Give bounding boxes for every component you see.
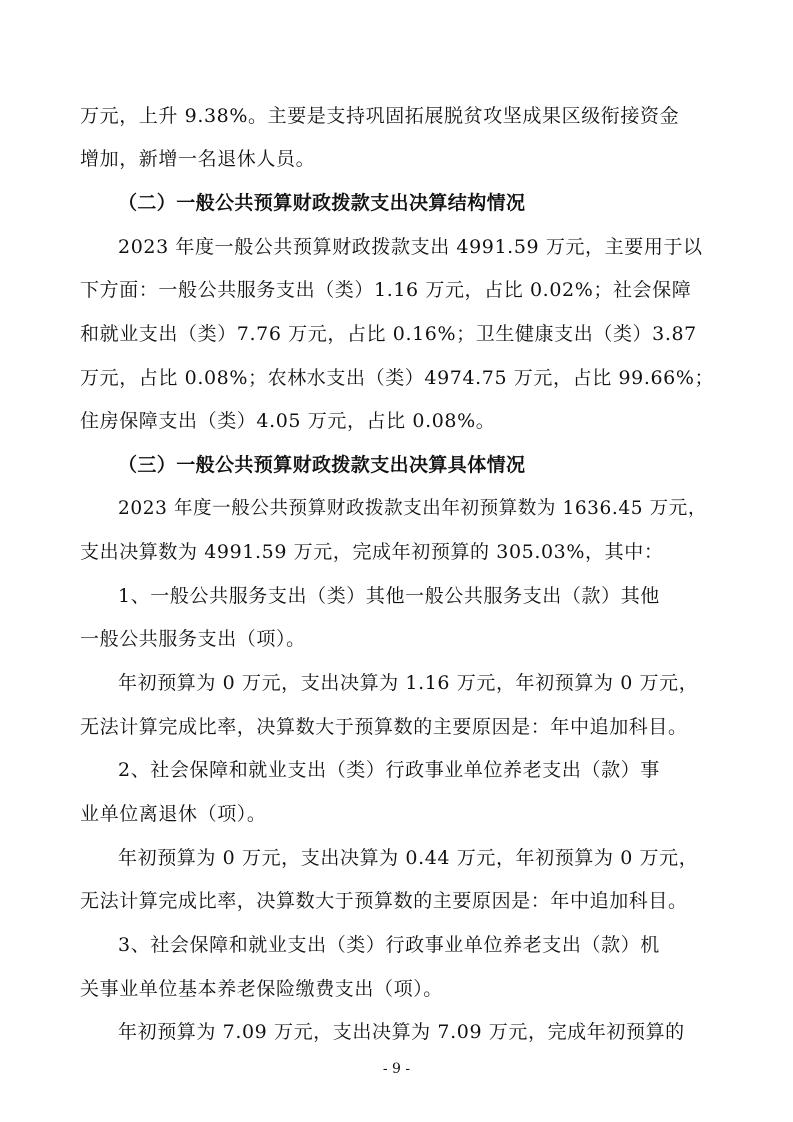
paragraph-line: 下方面：一般公共服务支出（类）1.16 万元，占比 0.02%；社会保障 <box>80 279 692 301</box>
paragraph-line: 业单位离退休（项）。 <box>80 803 267 825</box>
paragraph-line: 万元，上升 9.38%。主要是支持巩固拓展脱贫攻坚成果区级衔接资金 <box>80 105 680 127</box>
paragraph-line: 一般公共服务支出（项）。 <box>80 628 306 650</box>
paragraph-line: 支出决算数为 4991.59 万元，完成年初预算的 305.03%，其中： <box>80 541 664 563</box>
section-heading: （三）一般公共预算财政拨款支出决算具体情况 <box>118 454 526 476</box>
paragraph-line: 年初预算为 7.09 万元，支出决算为 7.09 万元，完成年初预算的 <box>118 1021 685 1043</box>
paragraph-line: 1、一般公共服务支出（类）其他一般公共服务支出（款）其他 <box>118 585 660 607</box>
paragraph-line: 2、社会保障和就业支出（类）行政事业单位养老支出（款）事 <box>118 759 660 781</box>
paragraph-line: 和就业支出（类）7.76 万元，占比 0.16%；卫生健康支出（类）3.87 <box>80 323 697 345</box>
paragraph-line: 关事业单位基本养老保险缴费支出（项）。 <box>80 978 443 1000</box>
paragraph-line: 无法计算完成比率，决算数大于预算数的主要原因是：年中追加科目。 <box>80 890 688 912</box>
paragraph-line: 年初预算为 0 万元，支出决算为 0.44 万元，年初预算为 0 万元， <box>118 847 699 869</box>
paragraph-line: 2023 年度一般公共预算财政拨款支出 4991.59 万元，主要用于以 <box>118 236 703 258</box>
paragraph-line: 无法计算完成比率，决算数大于预算数的主要原因是：年中追加科目。 <box>80 716 688 738</box>
paragraph-line: 住房保障支出（类）4.05 万元，占比 0.08%。 <box>80 410 496 432</box>
page-number: - 9 - <box>382 1061 411 1077</box>
paragraph-line: 年初预算为 0 万元，支出决算为 1.16 万元，年初预算为 0 万元， <box>118 672 699 694</box>
paragraph-line: 增加，新增一名退休人员。 <box>80 148 316 170</box>
paragraph-line: 2023 年度一般公共预算财政拨款支出年初预算数为 1636.45 万元， <box>118 498 707 519</box>
section-heading: （二）一般公共预算财政拨款支出决算结构情况 <box>118 192 526 214</box>
paragraph-line: 3、社会保障和就业支出（类）行政事业单位养老支出（款）机 <box>118 934 660 956</box>
paragraph-line: 万元，占比 0.08%；农林水支出（类）4974.75 万元，占比 99.66%； <box>80 367 715 389</box>
